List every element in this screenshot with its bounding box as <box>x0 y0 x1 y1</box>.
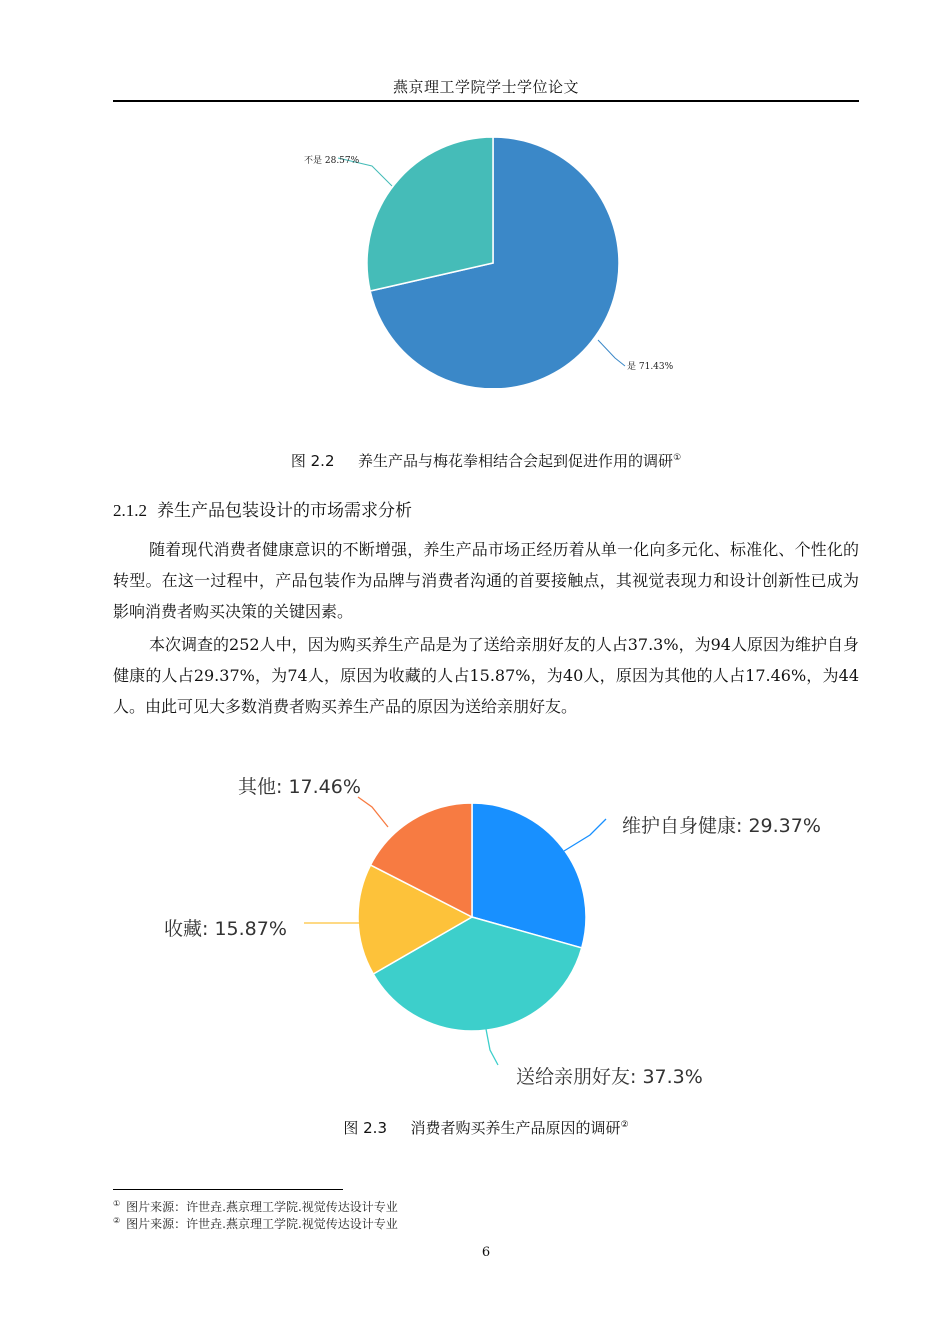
footnote-2 <box>113 1215 398 1232</box>
slice-label-health: 维护自身健康: 29.37% <box>622 815 821 837</box>
pie-chart-2-2 <box>280 128 700 388</box>
running-header: 燕京理工学院学士学位论文 <box>392 78 579 96</box>
section-number: 2.1.2 <box>113 501 147 520</box>
caption-text: 养生产品与梅花拳相结合会起到促进作用的调研 <box>358 452 674 470</box>
slice-label-gift: 送给亲朋好友: 37.3% <box>516 1066 703 1088</box>
section-title: 养生产品包装设计的市场需求分析 <box>157 501 412 521</box>
footnote-mark: ② <box>113 1216 121 1225</box>
slice-label-yes: 是 71.43% <box>627 362 674 372</box>
page-number: 6 <box>481 1245 491 1260</box>
header-rule <box>113 100 859 102</box>
caption-number: 图 2.2 <box>290 452 335 470</box>
leader-line-gift <box>486 1029 498 1065</box>
footnote-mark: ① <box>113 1199 121 1208</box>
caption-note-mark: ① <box>673 453 682 463</box>
figure-caption-2-2 <box>113 450 859 471</box>
caption-number: 图 2.3 <box>343 1119 387 1137</box>
leader-line-other <box>358 797 388 827</box>
slice-label-collect: 收藏: 15.87% <box>164 918 287 940</box>
caption-text: 消费者购买养生产品原因的调研 <box>410 1119 621 1137</box>
paragraph-2: 本次调查的252人中，因为购买养生产品是为了送给亲朋好友的人占37.3%，为94人原因为维护自身健康的人占29.37%，为74人，原因为收藏的人占15.87%，为40人，原因为其他的人占17.46%，为44人。由此可见大多数消费者购买养生产品的原因为送给亲朋好友。 <box>113 635 859 716</box>
pie-chart-2-3 <box>150 765 850 1100</box>
slice-label-no: 不是 28.57% <box>304 156 360 166</box>
figure-caption-2-3 <box>113 1117 859 1138</box>
slice-label-other: 其他: 17.46% <box>238 776 361 798</box>
leader-line-yes <box>598 340 625 366</box>
footnote-text: 图片来源：许世垚.燕京理工学院.视觉传达设计专业 <box>126 1217 398 1231</box>
paragraph-1: 随着现代消费者健康意识的不断增强，养生产品市场正经历着从单一化向多元化、标准化、个性化的转型。在这一过程中，产品包装作为品牌与消费者沟通的首要接触点，其视觉表现力和设计创新性已成为影响消费者购买决策的关键因素。 <box>113 540 859 621</box>
caption-note-mark: ② <box>620 1120 629 1130</box>
leader-line-health <box>564 819 606 851</box>
footnote-1 <box>113 1198 398 1215</box>
section-heading <box>113 496 412 521</box>
pie-slice-no <box>367 137 493 291</box>
footnote-rule <box>113 1189 343 1190</box>
footnote-text: 图片来源：许世垚.燕京理工学院.视觉传达设计专业 <box>126 1200 398 1214</box>
